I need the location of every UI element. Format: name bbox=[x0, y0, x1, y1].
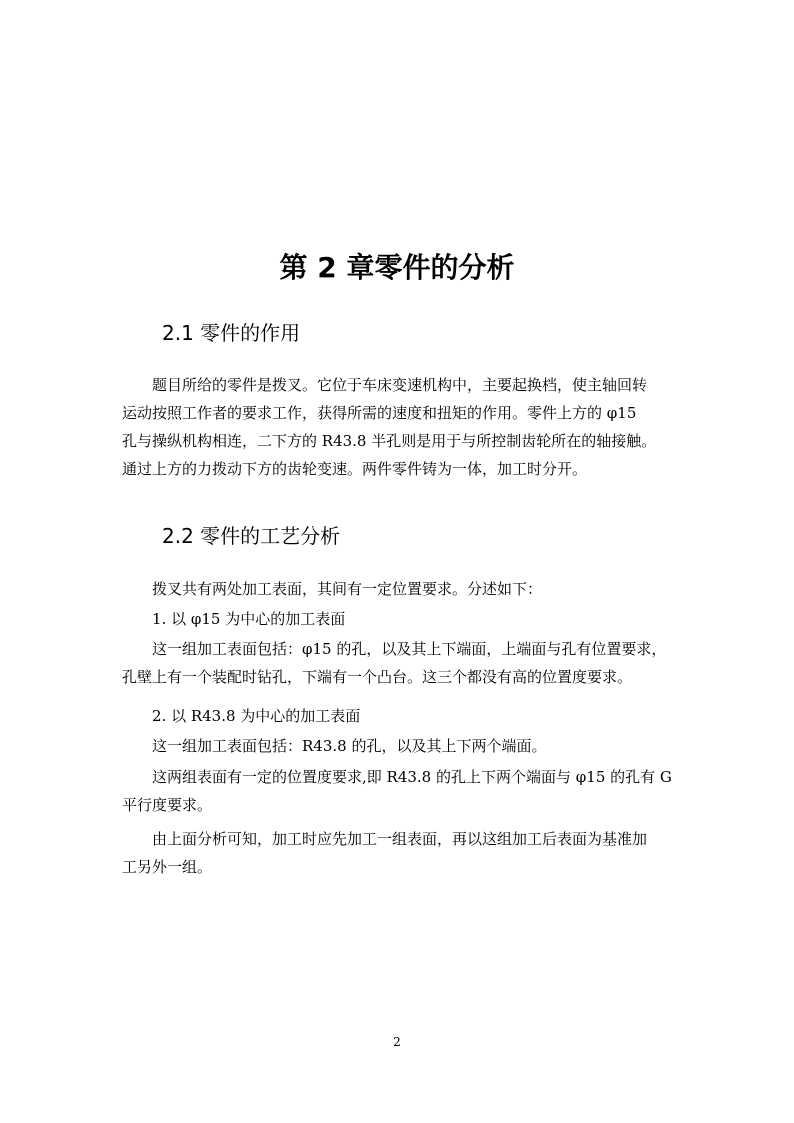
paragraph-conclusion bbox=[122, 825, 680, 881]
text-line: 孔壁上有一个装配时钻孔，下端有一个凸台。这三个都没有高的位置度要求。 bbox=[122, 668, 633, 686]
list-item-2-title bbox=[122, 702, 680, 730]
text-line: 工另外一组。 bbox=[122, 858, 213, 876]
text-line: 通过上方的力拨动下方的齿轮变速。两件零件铸为一体，加工时分开。 bbox=[122, 460, 588, 478]
text-line: 拨叉共有两处加工表面，其间有一定位置要求。分述如下： bbox=[152, 580, 543, 598]
text-line: 题目所给的零件是拨叉。它位于车床变速机构中，主要起换档，使主轴回转 bbox=[152, 376, 648, 394]
page-number: 2 bbox=[393, 1035, 401, 1049]
section-heading-2-2: 2.2 零件的工艺分析 bbox=[162, 524, 341, 548]
section-heading-2-1: 2.1 零件的作用 bbox=[162, 321, 301, 345]
paragraph-intro bbox=[122, 575, 680, 603]
list-item-1-title bbox=[122, 605, 680, 633]
text-line: 2. 以 R43.8 为中心的加工表面 bbox=[152, 707, 361, 725]
paragraph-item-2 bbox=[122, 732, 680, 760]
paragraph-part-function bbox=[122, 371, 680, 483]
text-line: 平行度要求。 bbox=[122, 796, 213, 814]
paragraph-relation bbox=[122, 763, 680, 819]
text-line: 运动按照工作者的要求工作，获得所需的速度和扭矩的作用。零件上方的 φ15 bbox=[122, 404, 637, 422]
text-line: 这一组加工表面包括：R43.8 的孔，以及其上下两个端面。 bbox=[152, 737, 547, 755]
text-line: 这一组加工表面包括：φ15 的孔，以及其上下端面，上端面与孔有位置要求， bbox=[152, 640, 667, 658]
paragraph-item-1 bbox=[122, 635, 680, 691]
chapter-title: 第 2 章零件的分析 bbox=[279, 251, 515, 284]
text-line: 这两组表面有一定的位置度要求,即 R43.8 的孔上下两个端面与 φ15 的孔有 G bbox=[152, 768, 672, 786]
text-line: 1. 以 φ15 为中心的加工表面 bbox=[152, 610, 346, 628]
text-line: 孔与操纵机构相连，二下方的 R43.8 半孔则是用于与所控制齿轮所在的轴接触。 bbox=[122, 432, 657, 450]
text-line: 由上面分析可知，加工时应先加工一组表面，再以这组加工后表面为基准加 bbox=[152, 830, 648, 848]
